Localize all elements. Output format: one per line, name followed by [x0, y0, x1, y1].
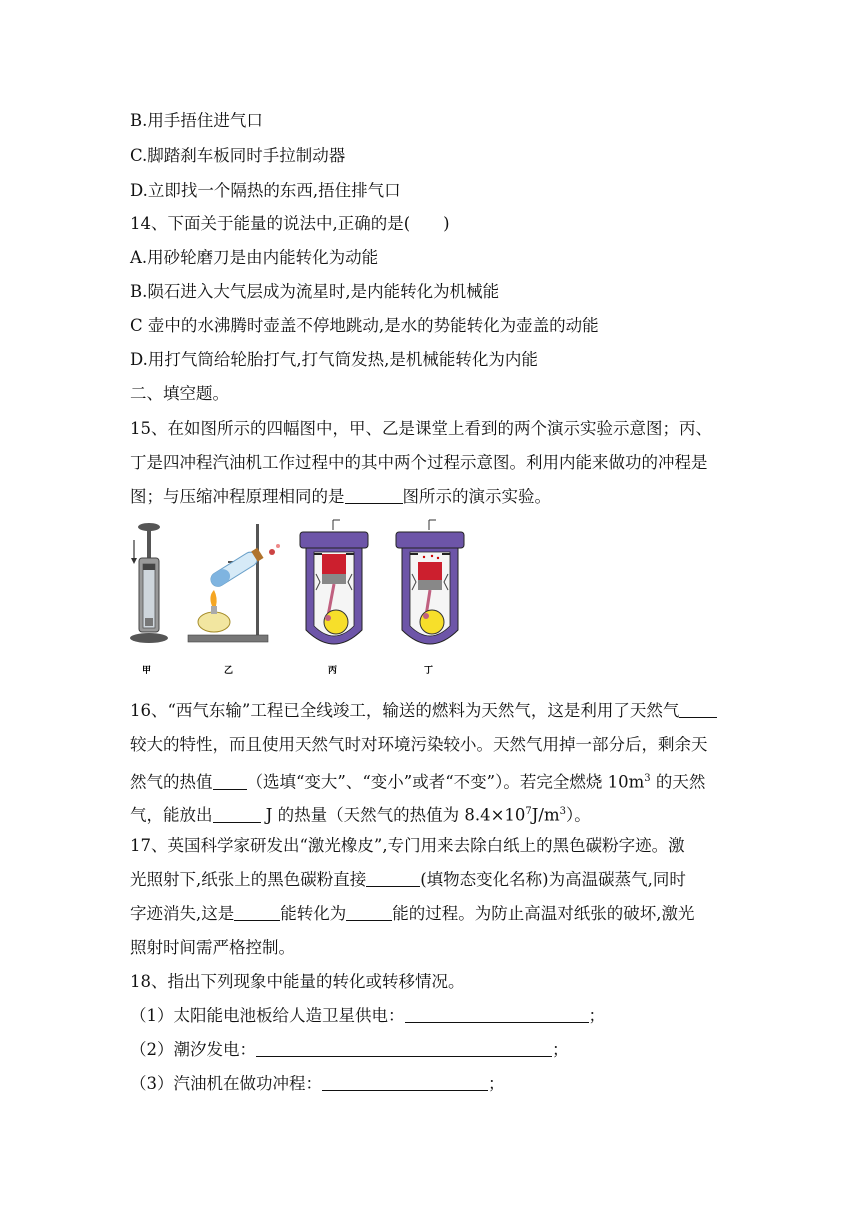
answer-blank[interactable] [679, 701, 717, 718]
engine-cylinder-diagram-bing [300, 520, 368, 676]
figure-label-jia: 甲 [142, 666, 152, 676]
answer-blank[interactable] [256, 1040, 552, 1057]
question-18: 18、指出下列现象中能量的转化或转移情况。 [130, 972, 465, 991]
option-13c: C.脚踏刹车板同时手拉制动器 [130, 146, 346, 165]
question-15-line3: 图；与压缩冲程原理相同的是 图所示的演示实验。 [130, 487, 551, 506]
question-15-line2: 丁是四冲程汽油机工作过程中的其中两个过程示意图。利用内能来做功的冲程是 [130, 453, 708, 472]
test-tube-heating-diagram [188, 524, 280, 676]
section-heading: 二、填空题。 [130, 384, 229, 403]
answer-blank[interactable] [213, 806, 261, 823]
option-14b: B.陨石进入大气层成为流星时,是内能转化为机械能 [130, 282, 500, 301]
question-16-line2: 较大的特性，而且使用天然气时对环境污染较小。天然气用掉一部分后，剩余天 [130, 735, 708, 754]
option-13b: B.用手捂住进气口 [130, 111, 263, 130]
experiment-figure [128, 518, 488, 684]
question-17-line2: 光照射下,纸张上的黑色碳粉直接 (填物态变化名称)为高温碳蒸气,同时 [130, 870, 686, 889]
answer-blank[interactable] [366, 870, 420, 887]
question-17-line4: 照射时间需严格控制。 [130, 938, 295, 957]
question-18-item3: （3）汽油机在做功冲程： ； [130, 1074, 505, 1093]
question-14: 14、下面关于能量的说法中,正确的是( ) [130, 214, 450, 233]
answer-blank[interactable] [322, 1074, 488, 1091]
question-16-line4: 气，能放出 J 的热量（天然气的热值为 $8.4\times 10^7J/m^3$）。 [130, 805, 591, 825]
question-16-line3: 然气的热值 （选填“变大”、“变小”或者“不变”）。若完全燃烧 $10m^3$ 的天然 [130, 772, 706, 792]
engine-cylinder-diagram-ding [396, 520, 464, 676]
figure-label-bing: 丙 [328, 666, 338, 676]
answer-blank[interactable] [345, 487, 403, 504]
question-17-line1: 17、英国科学家研发出“激光橡皮”,专门用来去除白纸上的黑色碳粉字迹。激 [130, 836, 685, 855]
question-16-line1: 16、“西气东输”工程已全线竣工，输送的燃料为天然气，这是利用了天然气 [130, 700, 717, 722]
question-18-item1: （1）太阳能电池板给人造卫星供电： ； [130, 1006, 605, 1025]
option-14a: A.用砂轮磨刀是由内能转化为动能 [130, 248, 379, 267]
figure-label-yi: 乙 [224, 666, 234, 676]
answer-blank[interactable] [234, 904, 280, 921]
answer-blank[interactable] [405, 1006, 589, 1023]
fire-syringe-diagram [130, 523, 168, 676]
answer-blank[interactable] [346, 904, 392, 921]
question-18-item2: （2）潮汐发电： ； [130, 1040, 569, 1059]
figure-label-ding: 丁 [424, 666, 434, 676]
question-17-line3: 字迹消失,这是 能转化为 能的过程。为防止高温对纸张的破坏,激光 [130, 904, 695, 923]
option-13d: D.立即找一个隔热的东西,捂住排气口 [130, 181, 401, 200]
question-15-line1: 15、在如图所示的四幅图中，甲、乙是课堂上看到的两个演示实验示意图；丙、 [130, 419, 712, 438]
option-14c: C 壶中的水沸腾时壶盖不停地跳动,是水的势能转化为壶盖的动能 [130, 316, 599, 335]
option-14d: D.用打气筒给轮胎打气,打气筒发热,是机械能转化为内能 [130, 350, 538, 369]
answer-blank[interactable] [213, 773, 247, 790]
